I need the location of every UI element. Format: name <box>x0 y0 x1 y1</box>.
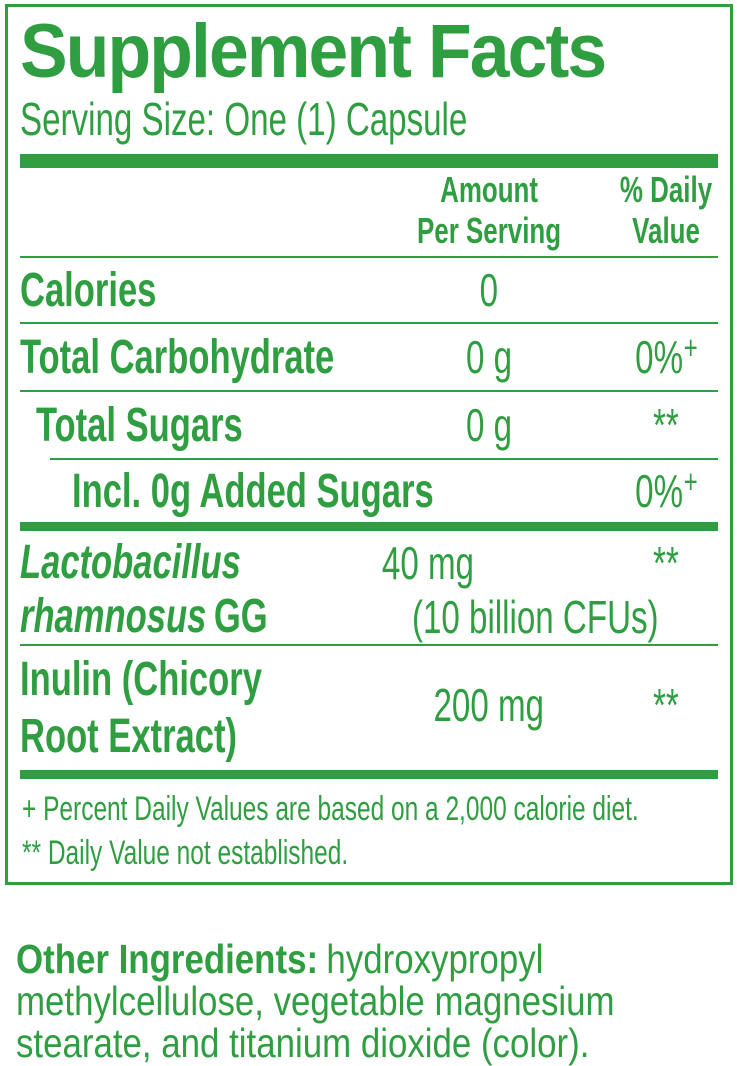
lactobacillus-cfus: (10 billion CFUs) <box>411 591 659 644</box>
row-total-sugars <box>20 392 718 458</box>
footnote-text: Daily Value not established. <box>47 833 349 872</box>
row-calories <box>20 258 718 322</box>
serving-size <box>20 93 718 146</box>
dv-header-line2: Value <box>632 209 700 251</box>
other-ingredients-line1 <box>16 936 615 982</box>
panel-title <box>20 9 718 94</box>
nutrient-name <box>20 464 434 519</box>
nutrient-amount <box>364 263 614 317</box>
other-ingredients-line2: methylcellulose, vegetable magnesium <box>16 977 615 1024</box>
footnote-text: Percent Daily Values are based on a 2,000 calorie diet. <box>43 790 639 829</box>
lactobacillus-label <box>20 536 268 644</box>
sugars-label: Total Sugars <box>36 398 243 452</box>
other-ingredients <box>16 936 720 1066</box>
row-added-sugars <box>20 460 718 522</box>
supplement-facts-panel <box>5 4 733 885</box>
footnote-not-established <box>22 832 716 876</box>
other-ingredients-line1-rest: hydroxypropyl <box>326 936 544 982</box>
lactobacillus-dv: ** <box>653 537 679 590</box>
footnote-symbol: + <box>22 790 37 829</box>
nutrient-name <box>20 398 364 453</box>
sugars-amount: 0 g <box>465 399 513 452</box>
inulin-line1: Inulin (Chicory <box>20 653 262 707</box>
carbohydrate-dv <box>635 330 698 384</box>
serving-size-text: Serving Size: One (1) Capsule <box>20 92 468 145</box>
amount-header-line2: Per Serving <box>416 209 562 251</box>
dv-value: 0% <box>634 465 683 518</box>
inulin-line2: Root Extract) <box>20 710 237 764</box>
footnote-daily-values <box>22 788 716 832</box>
footnote-symbol: ** <box>22 833 42 872</box>
percent-daily-value-header <box>614 170 718 251</box>
added-sugars-label: Incl. 0g Added Sugars <box>72 464 434 518</box>
row-lactobacillus <box>20 531 718 644</box>
lactobacillus-line1 <box>20 536 268 590</box>
nutrient-name <box>20 651 364 765</box>
dv-value: 0% <box>634 331 683 384</box>
other-ingredients-line3: stearate, and titanium dioxide (color). <box>16 1019 590 1066</box>
nutrient-dv <box>614 330 718 384</box>
divider-medium <box>20 770 718 779</box>
panel-title-text: Supplement Facts <box>20 9 606 94</box>
lactobacillus-italic1: Lactobacillus <box>20 536 241 590</box>
lactobacillus-line2 <box>20 590 268 644</box>
percent-daily-value-header-text <box>620 170 712 251</box>
row-total-carbohydrate <box>20 324 718 390</box>
inulin-dv: ** <box>653 679 679 732</box>
added-sugars-dv <box>635 464 698 518</box>
other-ingredients-text <box>16 936 615 1066</box>
lactobacillus-italic2: rhamnosus <box>20 590 207 644</box>
footnotes <box>20 779 718 875</box>
lactobacillus-amount: 40 mg <box>381 537 474 590</box>
footnote-not-established-text <box>22 832 348 876</box>
calories-amount: 0 <box>479 264 499 317</box>
inulin-amount: 200 mg <box>433 679 545 732</box>
divider-thick <box>20 154 718 168</box>
row-inulin <box>20 646 718 770</box>
nutrient-amount <box>364 330 614 384</box>
nutrient-dv <box>614 464 718 518</box>
dv-header-line1: % Daily <box>619 169 713 211</box>
calories-label: Calories <box>20 263 157 317</box>
amount-header-line1: Amount <box>440 169 538 211</box>
dv-superscript: + <box>683 330 698 368</box>
nutrient-dv <box>614 398 718 452</box>
nutrient-dv <box>614 536 718 590</box>
footnote-daily-values-text <box>22 788 639 832</box>
nutrient-amount <box>364 677 614 739</box>
column-headers <box>20 170 718 251</box>
other-ingredients-heading: Other Ingredients: <box>16 936 319 982</box>
nutrient-amount <box>364 398 614 452</box>
nutrient-name <box>20 330 364 385</box>
carbohydrate-label: Total Carbohydrate <box>20 330 335 384</box>
amount-per-serving-header-text <box>417 170 561 251</box>
nutrient-dv <box>614 677 718 739</box>
carbohydrate-amount: 0 g <box>465 331 513 384</box>
dv-superscript: + <box>683 464 698 502</box>
inulin-label <box>20 651 262 765</box>
nutrient-name <box>20 263 364 318</box>
divider-medium <box>20 522 718 531</box>
lactobacillus-strain: GG <box>213 590 268 644</box>
nutrient-name <box>20 536 364 644</box>
amount-per-serving-header <box>364 170 614 251</box>
sugars-dv: ** <box>653 399 679 452</box>
nutrient-amount <box>364 536 659 644</box>
